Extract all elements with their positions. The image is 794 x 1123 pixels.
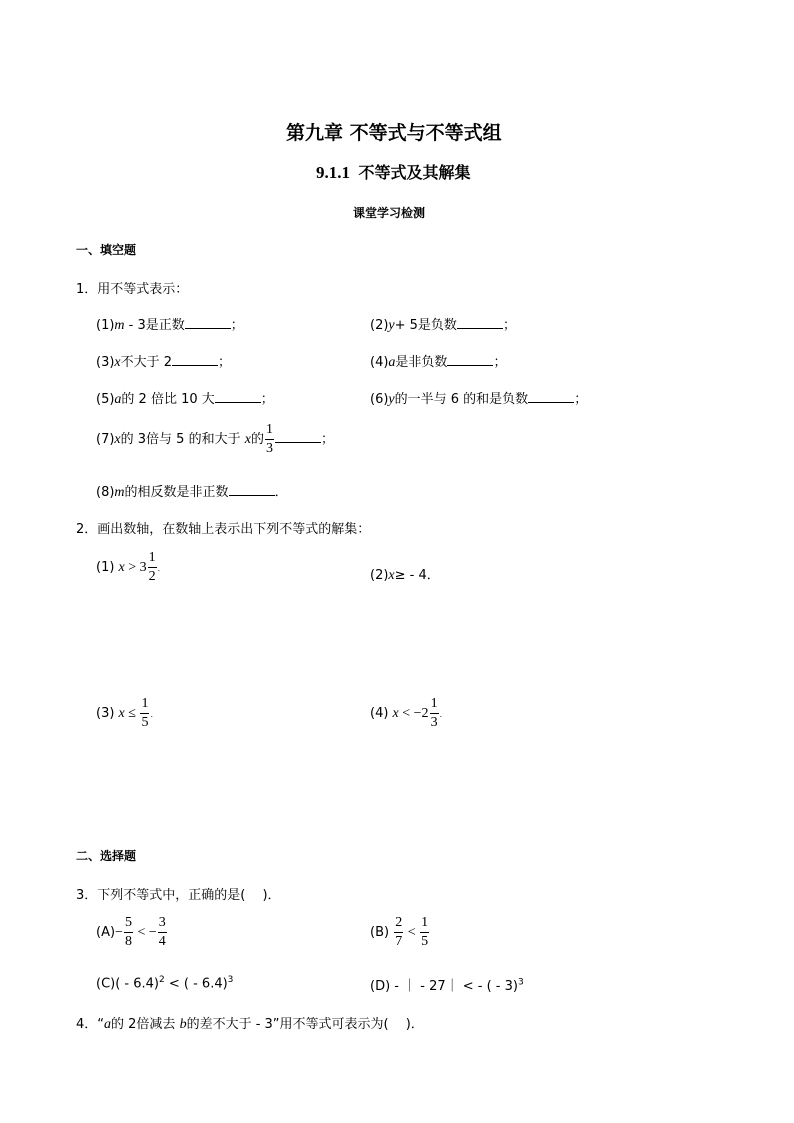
q1-item-1: (1)m - 3是正数 ； — [96, 318, 244, 333]
q2-item-4: (4) x < −2 $\frac{1}{3}$ . — [370, 696, 443, 730]
answer-blank[interactable] — [528, 390, 574, 403]
answer-blank[interactable] — [172, 353, 218, 366]
question-1-prompt: 1．用不等式表示： — [76, 282, 189, 297]
q3-option-a[interactable]: (A)− $\frac{5}{8}$ < − $\frac{3}{4}$ — [96, 915, 166, 949]
answer-blank[interactable] — [185, 316, 231, 329]
q2-item-3: (3) x ≤ $\frac{1}{5}$ . — [96, 696, 153, 730]
fraction: $\frac{3}{4}$ — [158, 915, 166, 949]
answer-blank[interactable] — [447, 353, 493, 366]
subsection-label: 课堂学习检测 — [353, 206, 426, 220]
answer-blank[interactable] — [457, 316, 503, 329]
part-heading-multiple-choice: 二、选择题 — [76, 849, 137, 863]
section-title — [316, 160, 471, 183]
fraction-one-third: $\frac{1}{3}$ — [265, 422, 273, 456]
q3-option-c[interactable]: (C)( - 6.4)$^2$ < ( - 6.4)$^3$ — [96, 975, 234, 992]
fraction-one-fifth: $\frac{1}{5}$ — [141, 696, 149, 730]
section-name: 不等式及其解集 — [358, 163, 471, 182]
q1-item-6: (6)y的一半与 6 的和是负数 ； — [370, 392, 588, 407]
answer-blank[interactable] — [229, 483, 275, 496]
q1-item-5: (5)a的 2 倍比 10 大 ； — [96, 392, 274, 407]
fraction: $\frac{5}{8}$ — [124, 915, 132, 949]
q1-item-2: (2)y+ 5是负数 ； — [370, 318, 516, 333]
answer-blank[interactable] — [215, 390, 261, 403]
question-3-prompt: 3．下列不等式中，正确的是( )． — [76, 888, 281, 903]
question-4-prompt: 4．“a的 2倍减去 b的差不大于 - 3”用不等式可表示为( )． — [76, 1017, 424, 1032]
fraction-one-half: $\frac{1}{2}$ — [148, 550, 156, 584]
q3-option-d[interactable]: (D) - ｜ - 27｜ < - ( - 3)$^3$ — [370, 977, 524, 994]
answer-blank[interactable] — [275, 430, 321, 443]
fraction: $\frac{1}{5}$ — [421, 915, 429, 949]
q2-item-2: (2)x≥ - 4． — [370, 568, 440, 583]
part-heading-fill-in: 一、填空题 — [76, 243, 137, 257]
fraction-one-third: $\frac{1}{3}$ — [430, 696, 438, 730]
q2-item-1: (1) x > 3 $\frac{1}{2}$ . — [96, 550, 161, 584]
section-number: 9.1.1 — [316, 163, 350, 182]
chapter-title: 第九章 不等式与不等式组 — [286, 122, 502, 144]
q1-item-3: (3)x不大于 2 ； — [96, 355, 232, 370]
question-2-prompt: 2．画出数轴，在数轴上表示出下列不等式的解集： — [76, 522, 371, 537]
q1-item-4: (4)a是非负数 ； — [370, 355, 507, 370]
q1-item-8: (8)m的相反数是非正数 ． — [96, 485, 288, 500]
q3-option-b[interactable]: (B) $\frac{2}{7}$ < $\frac{1}{5}$ — [370, 915, 429, 949]
q1-item-7: (7)x的 3倍与 5 的和大于 x的 $\frac{1}{3}$ ； — [96, 422, 334, 456]
fraction: $\frac{2}{7}$ — [395, 915, 403, 949]
